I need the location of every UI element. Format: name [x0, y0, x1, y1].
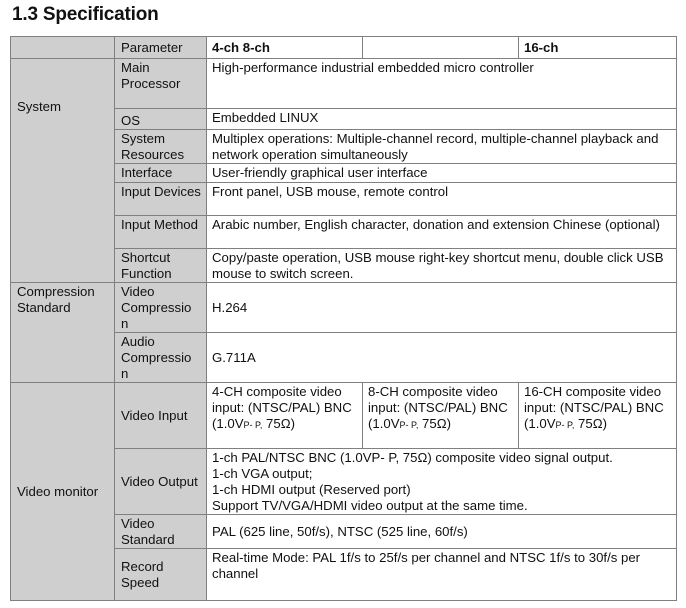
video-output-line-2: 1-ch VGA output;: [212, 466, 313, 481]
label-input-method: Input Method: [115, 216, 207, 249]
label-video-input: Video Input: [115, 383, 207, 449]
header-4ch-8ch: 4-ch 8-ch: [207, 37, 363, 59]
parameter-header: Parameter: [115, 37, 207, 59]
empty-header-cell: [11, 37, 115, 59]
value-os: Embedded LINUX: [207, 109, 677, 130]
label-video-output: Video Output: [115, 449, 207, 515]
value-video-standard: PAL (625 line, 50f/s), NTSC (525 line, 60f/s): [207, 515, 677, 549]
label-input-devices: Input Devices: [115, 183, 207, 216]
value-input-method: Arabic number, English character, donation and extension Chinese (optional): [207, 216, 677, 249]
value-video-input-16ch: [519, 383, 677, 449]
value-input-devices: Front panel, USB mouse, remote control: [207, 183, 677, 216]
value-interface: User-friendly graphical user interface: [207, 164, 677, 183]
video-input-4ch-text: 4-CH composite video input: (NTSC/PAL) BNC (1.0V: [212, 384, 352, 431]
value-shortcut-function: Copy/paste operation, USB mouse right-key shortcut menu, double click USB mouse to switch screen.: [207, 249, 677, 283]
value-main-processor: High-performance industrial embedded micro controller: [207, 59, 677, 109]
label-shortcut-function: Shortcut Function: [115, 249, 207, 283]
section-heading: 1.3 Specification: [12, 4, 159, 25]
label-main-processor: Main Processor: [115, 59, 207, 109]
value-video-input-4ch: [207, 383, 363, 449]
header-row: [11, 37, 677, 59]
video-input-16ch-post: 75Ω): [574, 416, 607, 431]
header-16ch: 16-ch: [519, 37, 677, 59]
label-os: OS: [115, 109, 207, 130]
value-video-input-8ch: [363, 383, 519, 449]
label-system-resources: System Resources: [115, 130, 207, 164]
value-audio-compression: G.711A: [207, 333, 677, 383]
category-system: System: [11, 59, 115, 283]
video-input-16ch-text: 16-CH composite video input: (NTSC/PAL) BNC (1.0V: [524, 384, 664, 431]
label-audio-compression: Audio Compressio n: [115, 333, 207, 383]
value-record-speed: Real-time Mode: PAL 1f/s to 25f/s per channel and NTSC 1f/s to 30f/s per channel: [207, 549, 677, 601]
row-video-compression: [11, 283, 677, 333]
video-output-line-1: 1-ch PAL/NTSC BNC (1.0VP- P, 75Ω) composite video signal output.: [212, 450, 613, 465]
video-input-16ch-sub: P- P,: [555, 420, 575, 430]
category-video-monitor: Video monitor: [11, 383, 115, 601]
label-record-speed: Record Speed: [115, 549, 207, 601]
video-input-8ch-text: 8-CH composite video input: (NTSC/PAL) BNC (1.0V: [368, 384, 508, 431]
video-input-8ch-post: 75Ω): [418, 416, 451, 431]
video-output-line-4: Support TV/VGA/HDMI video output at the same time.: [212, 498, 528, 513]
value-system-resources: Multiplex operations: Multiple-channel record, multiple-channel playback and network operation simultaneously: [207, 130, 677, 164]
label-video-compression: Video Compressio n: [115, 283, 207, 333]
row-video-input: [11, 383, 677, 449]
specification-table: [10, 36, 677, 601]
label-interface: Interface: [115, 164, 207, 183]
label-video-standard: Video Standard: [115, 515, 207, 549]
video-output-line-3: 1-ch HDMI output (Reserved port): [212, 482, 411, 497]
category-compression-standard: Compression Standard: [11, 283, 115, 383]
value-video-compression: H.264: [207, 283, 677, 333]
value-video-output: [207, 449, 677, 515]
video-input-4ch-post: 75Ω): [262, 416, 295, 431]
row-main-processor: [11, 59, 677, 109]
video-input-4ch-sub: P- P,: [243, 420, 263, 430]
video-input-8ch-sub: P- P,: [399, 420, 419, 430]
header-blank: [363, 37, 519, 59]
